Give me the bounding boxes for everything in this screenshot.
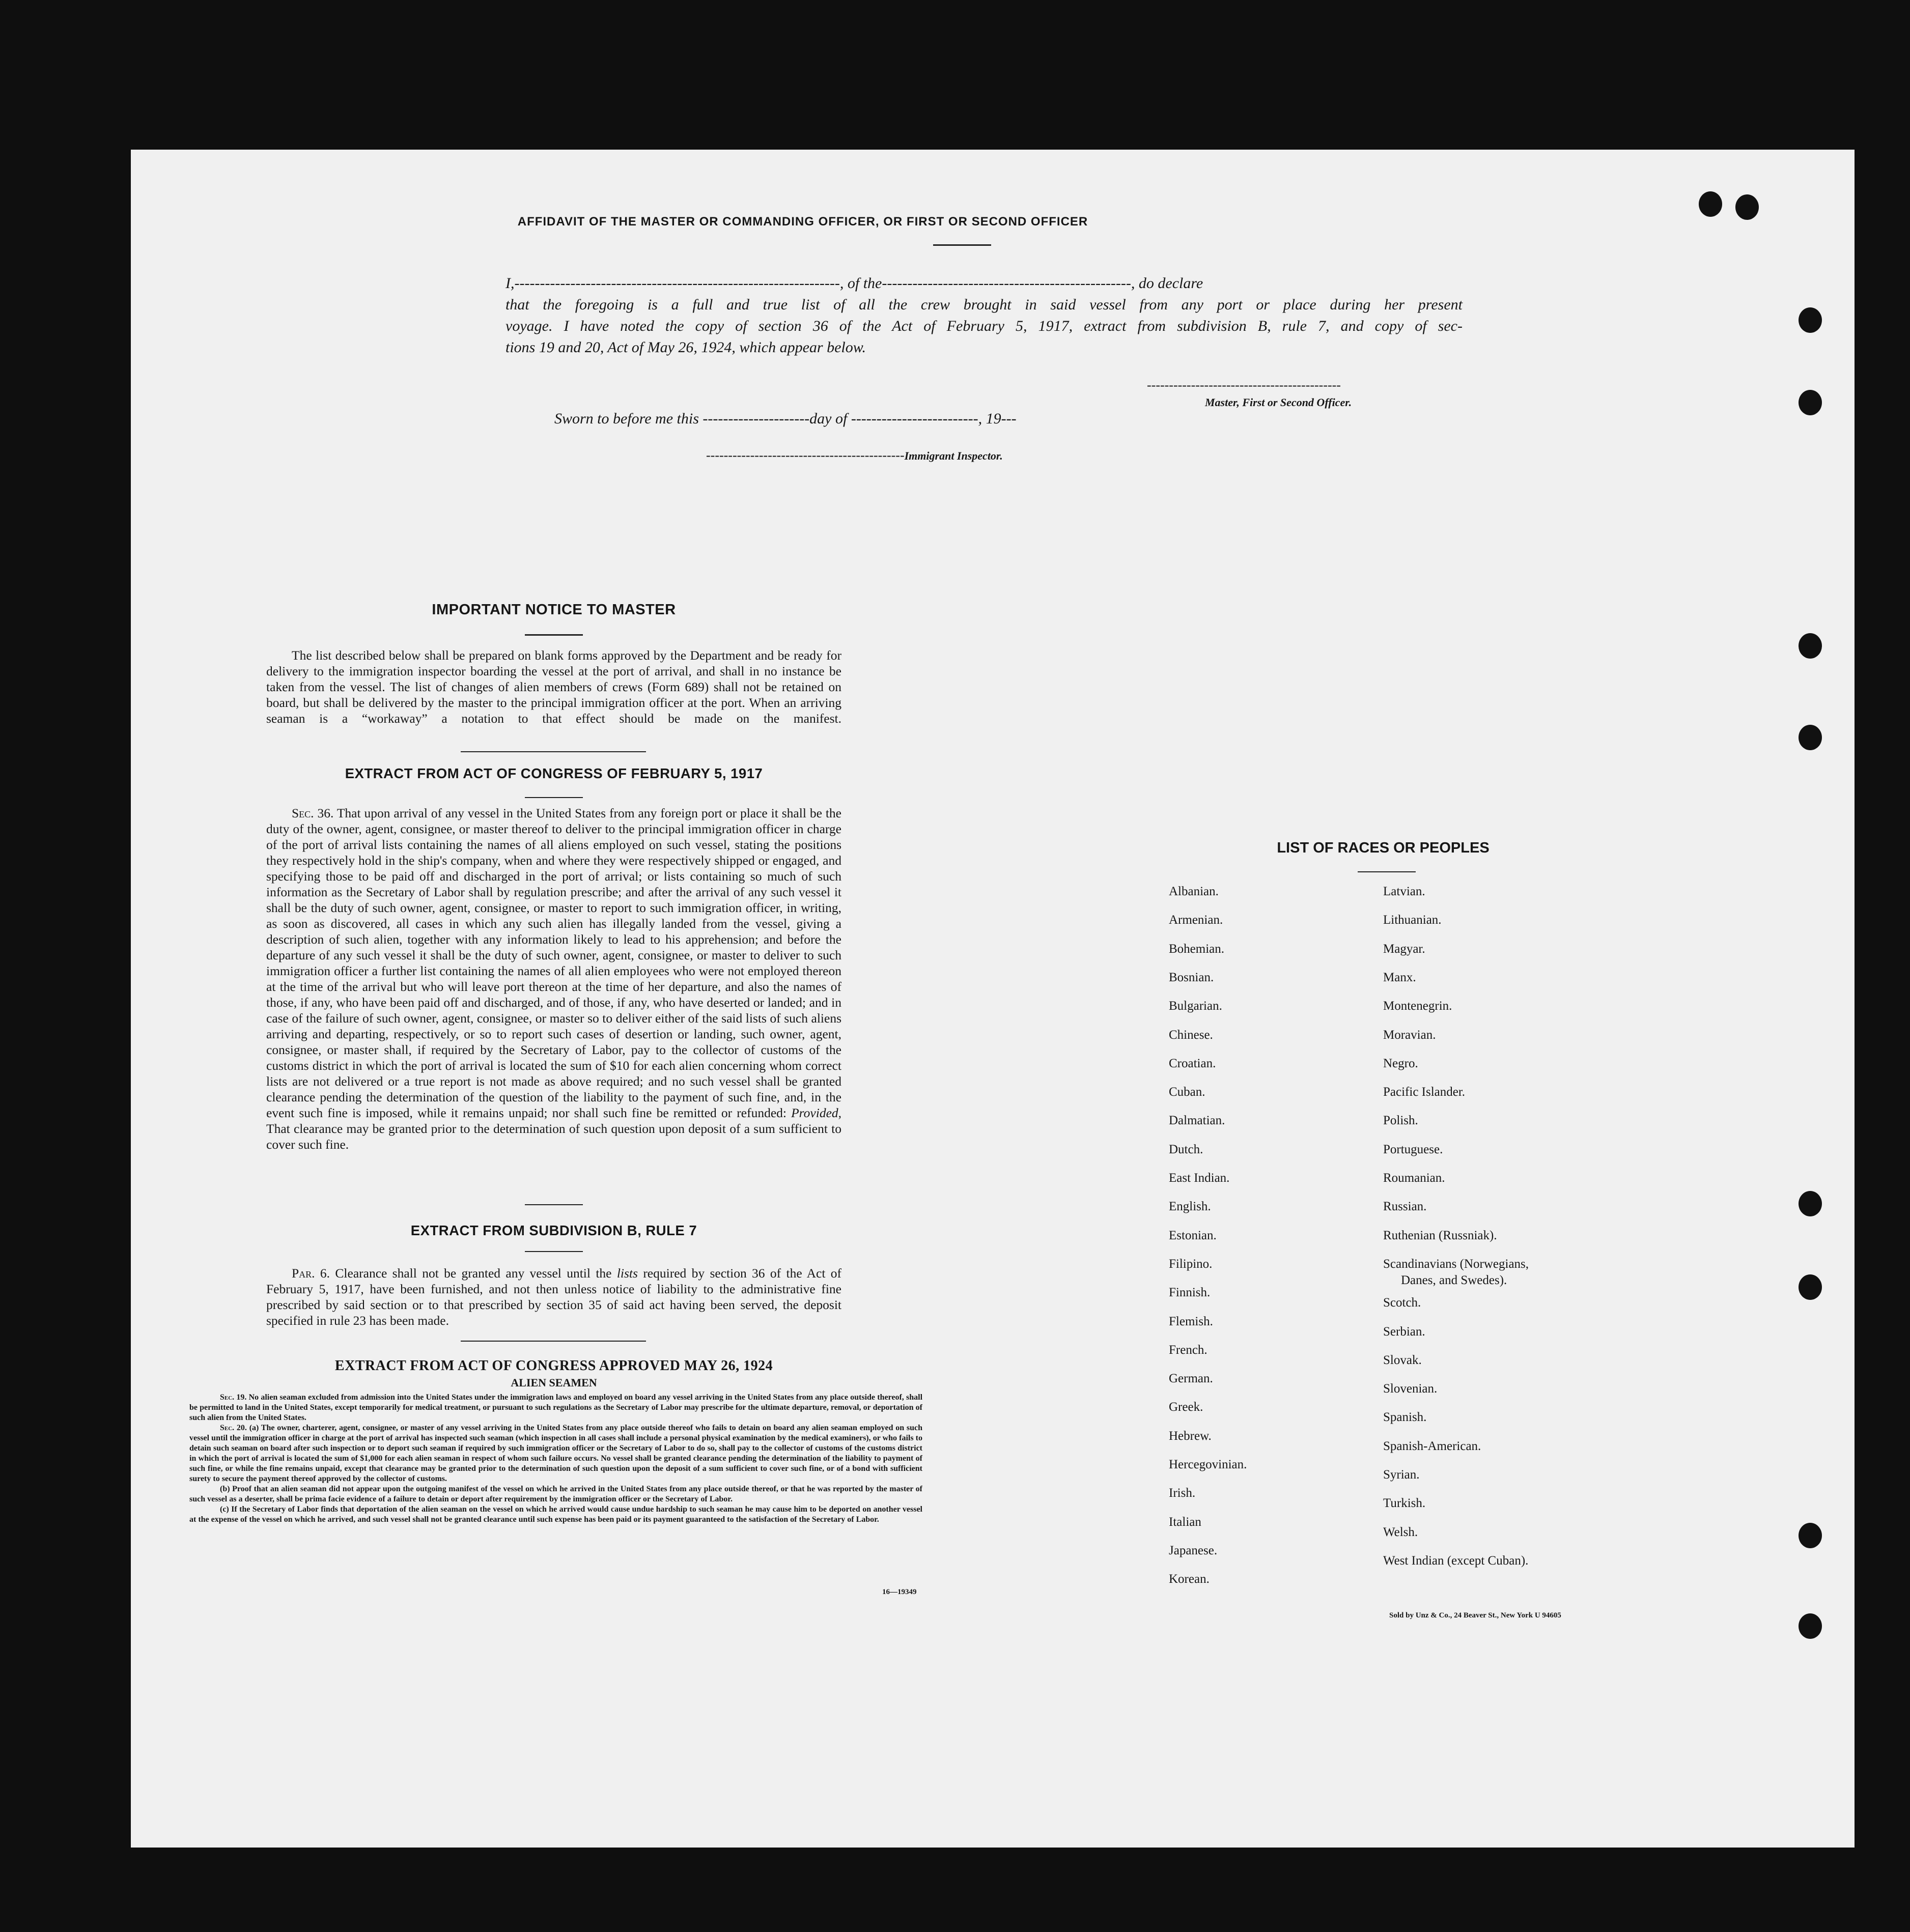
race-item: Scotch. [1383, 1296, 1421, 1310]
race-item: Manx. [1383, 971, 1416, 984]
race-item: Estonian. [1169, 1229, 1217, 1242]
paragraph-6: Par. 6. Clearance shall not be granted any vessel until the lists required by section 36 of the Act of February 5, 1917, have been furnished, and not then unless notice of liability to the administrative fine prescribed by said section or to that prescribed by section 35 of said act having been served, the deposit specified in rule 23 has been made. [266, 1266, 842, 1328]
section-19-paragraph: Sec. 19. No alien seaman excluded from admission into the United States under the immigration laws and employed on board any vessel arriving in the United States from any place outside thereof, shall be permitted to land in the United States, except temporarily for medical treatment, or pursuant to such regulations as the Secretary of Labor may prescribe for the ultimate departure, removal, or deportation of such alien from the United States. [189, 1393, 923, 1422]
race-item: Dutch. [1169, 1143, 1203, 1156]
divider [525, 1204, 583, 1205]
vessel-name-field[interactable]: ------------------------------------------------- [882, 275, 1131, 292]
printer-imprint: Sold by Unz & Co., 24 Beaver St., New York U 94605 [1389, 1611, 1561, 1620]
affidavit-text-line: that the foregoing is a full and true list of all the crew brought in said vessel from any port or place during her present [505, 296, 1463, 313]
race-item: Japanese. [1169, 1544, 1218, 1557]
provided-word: Provided, [791, 1105, 842, 1120]
extract-1917-heading: EXTRACT FROM ACT OF CONGRESS OF FEBRUARY 5, 1917 [345, 765, 763, 781]
race-item: Russian. [1383, 1200, 1427, 1213]
race-item: Greek. [1169, 1400, 1203, 1414]
section-20c-paragraph: (c) If the Secretary of Labor finds that deportation of the alien seaman on the vessel on which he arrived would cause undue hardship to such seaman he may cause him to be deported on another vessel at the expense of the vessel on which he arrived, and such vessel shall not be granted clearance until such expense has been paid or its payment guaranteed to the satisfaction of the Secretary of Labor. [189, 1505, 922, 1524]
form-number: 16—19349 [882, 1588, 917, 1596]
affidavit-text-line: voyage. I have noted the copy of section 36 of the Act of February 5, 1917, extract from subdivision B, rule 7, and copy of sec- [505, 318, 1463, 334]
notice-heading: IMPORTANT NOTICE TO MASTER [432, 602, 676, 618]
race-item: English. [1169, 1200, 1211, 1213]
race-item: Danes, and Swedes). [1401, 1273, 1507, 1287]
divider [525, 634, 583, 636]
year-label: , 19 [978, 410, 1001, 427]
race-item: French. [1169, 1343, 1207, 1357]
race-item: Portuguese. [1383, 1143, 1443, 1156]
binder-hole [1699, 191, 1722, 217]
race-item: Hebrew. [1169, 1429, 1212, 1443]
binder-hole [1799, 1613, 1822, 1639]
race-item: Slovak. [1383, 1353, 1422, 1367]
binder-hole [1799, 1274, 1822, 1300]
inspector-label: Immigrant Inspector. [904, 449, 1003, 462]
master-signature-field[interactable]: -------------------------------------------- [1147, 378, 1341, 392]
sworn-month-field[interactable]: ------------------------- [851, 410, 978, 427]
binder-hole [1799, 390, 1822, 415]
race-item: West Indian (except Cuban). [1383, 1554, 1529, 1568]
race-item: Moravian. [1383, 1028, 1436, 1042]
race-item: Bosnian. [1169, 971, 1214, 984]
rule-7-heading: EXTRACT FROM SUBDIVISION B, RULE 7 [410, 1223, 697, 1238]
divider [933, 244, 991, 246]
section-label: Sec. 36. [292, 806, 334, 820]
alien-seamen-heading: ALIEN SEAMEN [511, 1376, 597, 1389]
rule-7-body [266, 1265, 841, 1328]
race-item: Spanish. [1383, 1410, 1427, 1424]
race-item: Croatian. [1169, 1057, 1216, 1070]
divider [461, 751, 646, 752]
race-item: Italian [1169, 1515, 1201, 1529]
race-item: Serbian. [1383, 1325, 1425, 1339]
binder-hole [1799, 633, 1822, 659]
affidavit-declaration-line [505, 273, 1463, 294]
race-item: Latvian. [1383, 885, 1425, 898]
inspector-signature-field[interactable]: --------------------------------------------- [706, 448, 905, 463]
race-item: Dalmatian. [1169, 1114, 1225, 1127]
binder-hole [1799, 1523, 1822, 1548]
race-item: East Indian. [1169, 1171, 1230, 1185]
extract-1924-heading: EXTRACT FROM ACT OF CONGRESS APPROVED MAY 26, 1924 [334, 1358, 773, 1374]
divider [1358, 871, 1416, 872]
race-item: Ruthenian (Russniak). [1383, 1229, 1497, 1242]
race-item: Filipino. [1169, 1257, 1213, 1271]
race-item: Scandinavians (Norwegians, [1383, 1257, 1529, 1271]
affidavit-text-line: tions 19 and 20, Act of May 26, 1924, which appear below. [505, 339, 866, 356]
notice-paragraph: The list described below shall be prepared on blank forms approved by the Department and be ready for delivery to the immigration inspector boarding the vessel at the port of arrival, and shall in no instance be taken from the vessel. The list of changes of alien members of crews (Form 689) shall not be retained on board, but shall be delivered by the master to the principal immigration officer at the port. When an arriving seaman is a “workaway” a notation to that effect should be made on the manifest. [266, 648, 841, 726]
binder-hole [1799, 307, 1822, 333]
divider [525, 797, 583, 798]
race-item: Albanian. [1169, 885, 1219, 898]
race-item: Finnish. [1169, 1286, 1211, 1299]
race-item: Polish. [1383, 1114, 1418, 1127]
declare-label: , do declare [1131, 275, 1203, 292]
binder-hole [1799, 1191, 1822, 1216]
form-page [131, 150, 1855, 1848]
extract-1917-body [266, 805, 841, 1152]
sworn-year-field[interactable]: --- [1001, 410, 1017, 427]
paragraph-label: Par. 6. [292, 1266, 330, 1281]
binder-hole [1735, 194, 1759, 220]
notice-body [266, 647, 841, 726]
declarant-label: I, [505, 275, 515, 292]
sworn-day-field[interactable]: --------------------- [703, 410, 810, 427]
race-item: Magyar. [1383, 942, 1425, 956]
race-item: Syrian. [1383, 1468, 1420, 1482]
race-item: Armenian. [1169, 913, 1223, 927]
race-item: Bohemian. [1169, 942, 1225, 956]
declarant-name-field[interactable]: ---------------------------------------------------------------- [514, 275, 840, 292]
races-heading: LIST OF RACES OR PEOPLES [1277, 840, 1490, 856]
affidavit-title: AFFIDAVIT OF THE MASTER OR COMMANDING OFFICER, OR FIRST OR SECOND OFFICER [517, 215, 1088, 229]
race-item: Spanish-American. [1383, 1439, 1481, 1453]
race-item: Turkish. [1383, 1496, 1426, 1510]
section-20b-paragraph: (b) Proof that an alien seaman did not appear upon the outgoing manifest of the vessel on which he arrived in the United States from any place outside thereof, or that he was reported by the master of such vessel as a deserter, shall be prima facie evidence of a failure to detain or deport after requirement by the immigration officer or the Secretary of Labor. [189, 1485, 922, 1503]
binder-hole [1799, 725, 1822, 750]
race-item: Chinese. [1169, 1028, 1213, 1042]
sworn-label: Sworn to before me this [554, 410, 699, 427]
race-item: Montenegrin. [1383, 999, 1452, 1013]
race-item: Flemish. [1169, 1315, 1213, 1328]
race-item: Welsh. [1383, 1525, 1418, 1539]
section-20a-paragraph: Sec. 20. (a) The owner, charterer, agent, consignee, or master of any vessel arriving in the United States from any place outside thereof who fails to detain on board any alien seaman employed on such vessel until the immigration officer in charge at the port of arrival has inspected such seaman (which inspection in all cases shall include a personal physical examination by the medical examiners), or who fails to detain such seaman on board after such inspection or to deport such seaman if required by such immigration officer or the Secretary of Labor to do so, shall pay to the collector of customs of the customs district in which the port of arrival is located the sum of $1,000 for each alien seaman in respect of whom such failure occurs. No vessel shall be granted clearance pending the determination of the liability to payment of such fine, or while the fine remains unpaid, except that clearance may be granted prior to the determination of such question upon the deposit of a sum sufficient to cover such fine, or of a bond with sufficient surety to secure the payment thereof approved by the collector of customs. [189, 1424, 922, 1483]
day-of-label: day of [809, 410, 848, 427]
race-item: Lithuanian. [1383, 913, 1442, 927]
race-item: Irish. [1169, 1486, 1196, 1500]
section-36-paragraph: Sec. 36. That upon arrival of any vessel in the United States from any foreign port or place it shall be the duty of the owner, agent, consignee, or master thereof to deliver to the principal immigration officer in charge of the port of arrival lists containing the names of all aliens employed on such vessel, stating the positions they respectively hold in the ship's company, when and where they were respectively shipped or engaged, and specifying those to be paid off and discharged in the port of arrival; or lists containing so much of such information as the Secretary of Labor shall by regulation prescribe; and after the arrival of any such vessel it shall be the duty of such owner, agent, consignee, or master to report to such immigration officer, in writing, as soon as discovered, all cases in which any such alien has illegally landed from the vessel, giving a description of such alien, together with any information likely to lead to his apprehension; and before the departure of any such vessel it shall be the duty of such owner, agent, consignee, or master to deliver to such immigration officer a further list containing the names of all alien employees who were not employed thereon at the time of the arrival but who will leave port thereon at the time of her departure, and also the names of those, if any, who have been paid off and discharged, and of those, if any, who have deserted or landed; and in case of the failure of such owner, agent, consignee, or master so to deliver either of the said lists of such aliens arriving and departing, respectively, or so to report such cases of desertion or landing, such owner, agent, consignee, or master shall, if required by the Secretary of Labor, pay to the collector of customs of the customs district in which the port of arrival is located the sum of $10 for each alien concerning whom correct lists are not delivered or a true report is not made as above required; and no such vessel shall be granted clearance pending the determination of the question of the liability to the payment of such fine, and, in the event such fine is imposed, while it remains unpaid; nor shall such fine be remitted or refunded: Provided, That clearance may be granted prior to the determination of such question upon deposit of a sum sufficient to cover such fine. [266, 806, 842, 1152]
race-item: Pacific Islander. [1383, 1085, 1466, 1099]
race-item: Roumanian. [1383, 1171, 1445, 1185]
race-item: German. [1169, 1372, 1213, 1385]
divider [525, 1251, 583, 1252]
sworn-line [554, 408, 1017, 430]
race-item: Cuban. [1169, 1085, 1205, 1099]
race-item: Bulgarian. [1169, 999, 1222, 1013]
race-item: Negro. [1383, 1057, 1418, 1070]
master-signature-label: Master, First or Second Officer. [1205, 396, 1352, 409]
inspector-signature-line [706, 448, 1003, 463]
divider [461, 1341, 646, 1342]
race-item: Slovenian. [1383, 1382, 1438, 1396]
vessel-label: , of the [839, 275, 882, 292]
extract-1924-body [189, 1393, 922, 1525]
race-item: Hercegovinian. [1169, 1458, 1247, 1471]
race-item: Korean. [1169, 1572, 1210, 1586]
